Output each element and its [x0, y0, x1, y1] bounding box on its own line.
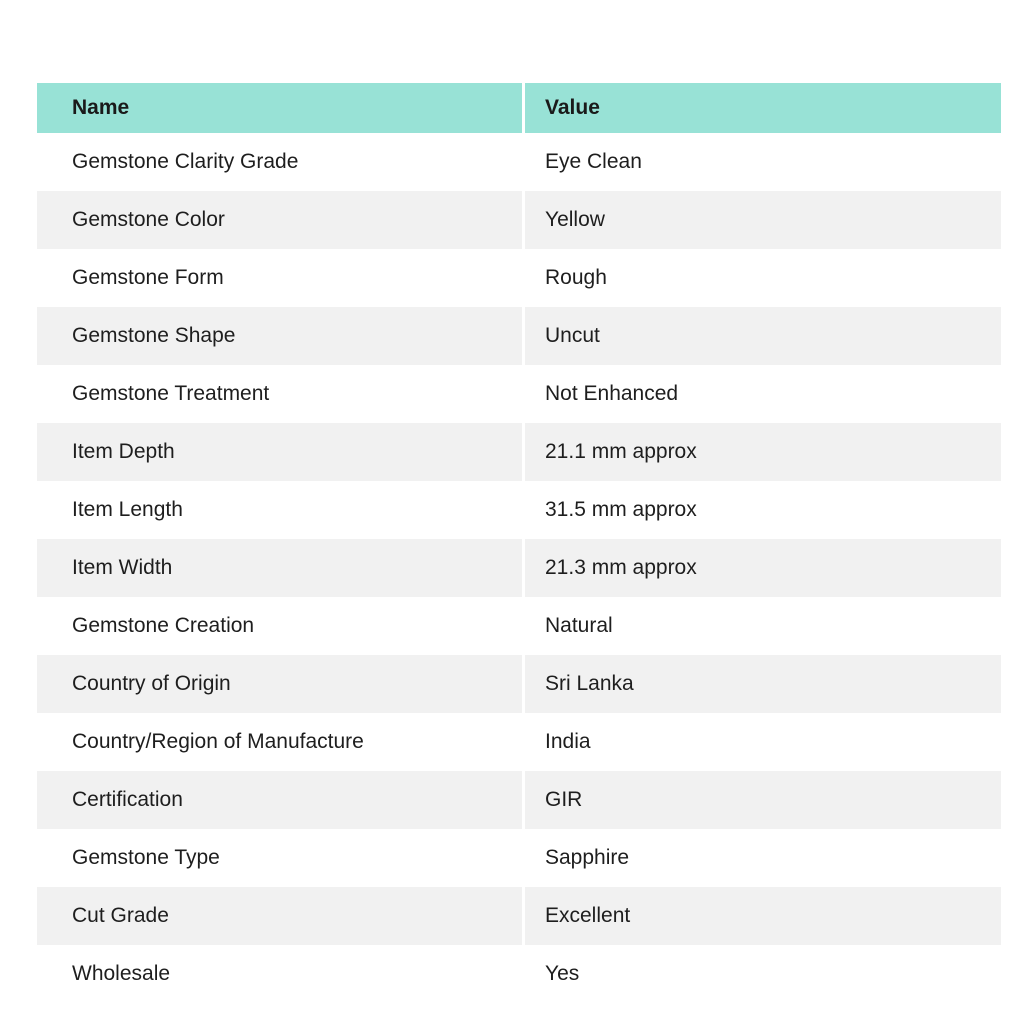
table-row [37, 945, 1001, 1003]
attribute-name-cell: Gemstone Shape [37, 307, 525, 365]
attribute-name-cell: Country/Region of Manufacture [37, 713, 525, 771]
table-row [37, 481, 1001, 539]
attribute-value-cell: Sri Lanka [525, 655, 1001, 713]
table-row [37, 307, 1001, 365]
attribute-name-cell: Wholesale [37, 945, 525, 1003]
table-body [37, 133, 1001, 1003]
attribute-value-cell: 21.3 mm approx [525, 539, 1001, 597]
table-row [37, 597, 1001, 655]
table-row [37, 713, 1001, 771]
table-row [37, 133, 1001, 191]
attribute-name-cell: Certification [37, 771, 525, 829]
attribute-name-cell: Item Length [37, 481, 525, 539]
attribute-name-cell: Item Depth [37, 423, 525, 481]
attribute-value-cell: 21.1 mm approx [525, 423, 1001, 481]
item-specifics-table [37, 83, 1001, 1003]
attributes-table-container [37, 83, 1001, 1003]
table-row [37, 423, 1001, 481]
table-row [37, 191, 1001, 249]
table-row [37, 249, 1001, 307]
attribute-name-cell: Gemstone Form [37, 249, 525, 307]
attribute-name-cell: Gemstone Type [37, 829, 525, 887]
table-header [37, 83, 1001, 133]
attribute-value-cell: Yellow [525, 191, 1001, 249]
attribute-name-cell: Gemstone Treatment [37, 365, 525, 423]
table-row [37, 539, 1001, 597]
attribute-value-cell: GIR [525, 771, 1001, 829]
header-name: Name [37, 83, 525, 133]
attribute-name-cell: Gemstone Color [37, 191, 525, 249]
attribute-name-cell: Cut Grade [37, 887, 525, 945]
header-value: Value [525, 83, 1001, 133]
table-row [37, 771, 1001, 829]
attribute-value-cell: 31.5 mm approx [525, 481, 1001, 539]
attribute-name-cell: Item Width [37, 539, 525, 597]
table-row [37, 365, 1001, 423]
attribute-value-cell: Rough [525, 249, 1001, 307]
attribute-value-cell: Eye Clean [525, 133, 1001, 191]
table-row [37, 655, 1001, 713]
attribute-value-cell: Natural [525, 597, 1001, 655]
attribute-name-cell: Country of Origin [37, 655, 525, 713]
attribute-value-cell: India [525, 713, 1001, 771]
attribute-value-cell: Uncut [525, 307, 1001, 365]
header-row [37, 83, 1001, 133]
table-row [37, 829, 1001, 887]
attribute-name-cell: Gemstone Creation [37, 597, 525, 655]
attribute-value-cell: Not Enhanced [525, 365, 1001, 423]
attribute-name-cell: Gemstone Clarity Grade [37, 133, 525, 191]
attribute-value-cell: Excellent [525, 887, 1001, 945]
attribute-value-cell: Sapphire [525, 829, 1001, 887]
table-row [37, 887, 1001, 945]
attribute-value-cell: Yes [525, 945, 1001, 1003]
